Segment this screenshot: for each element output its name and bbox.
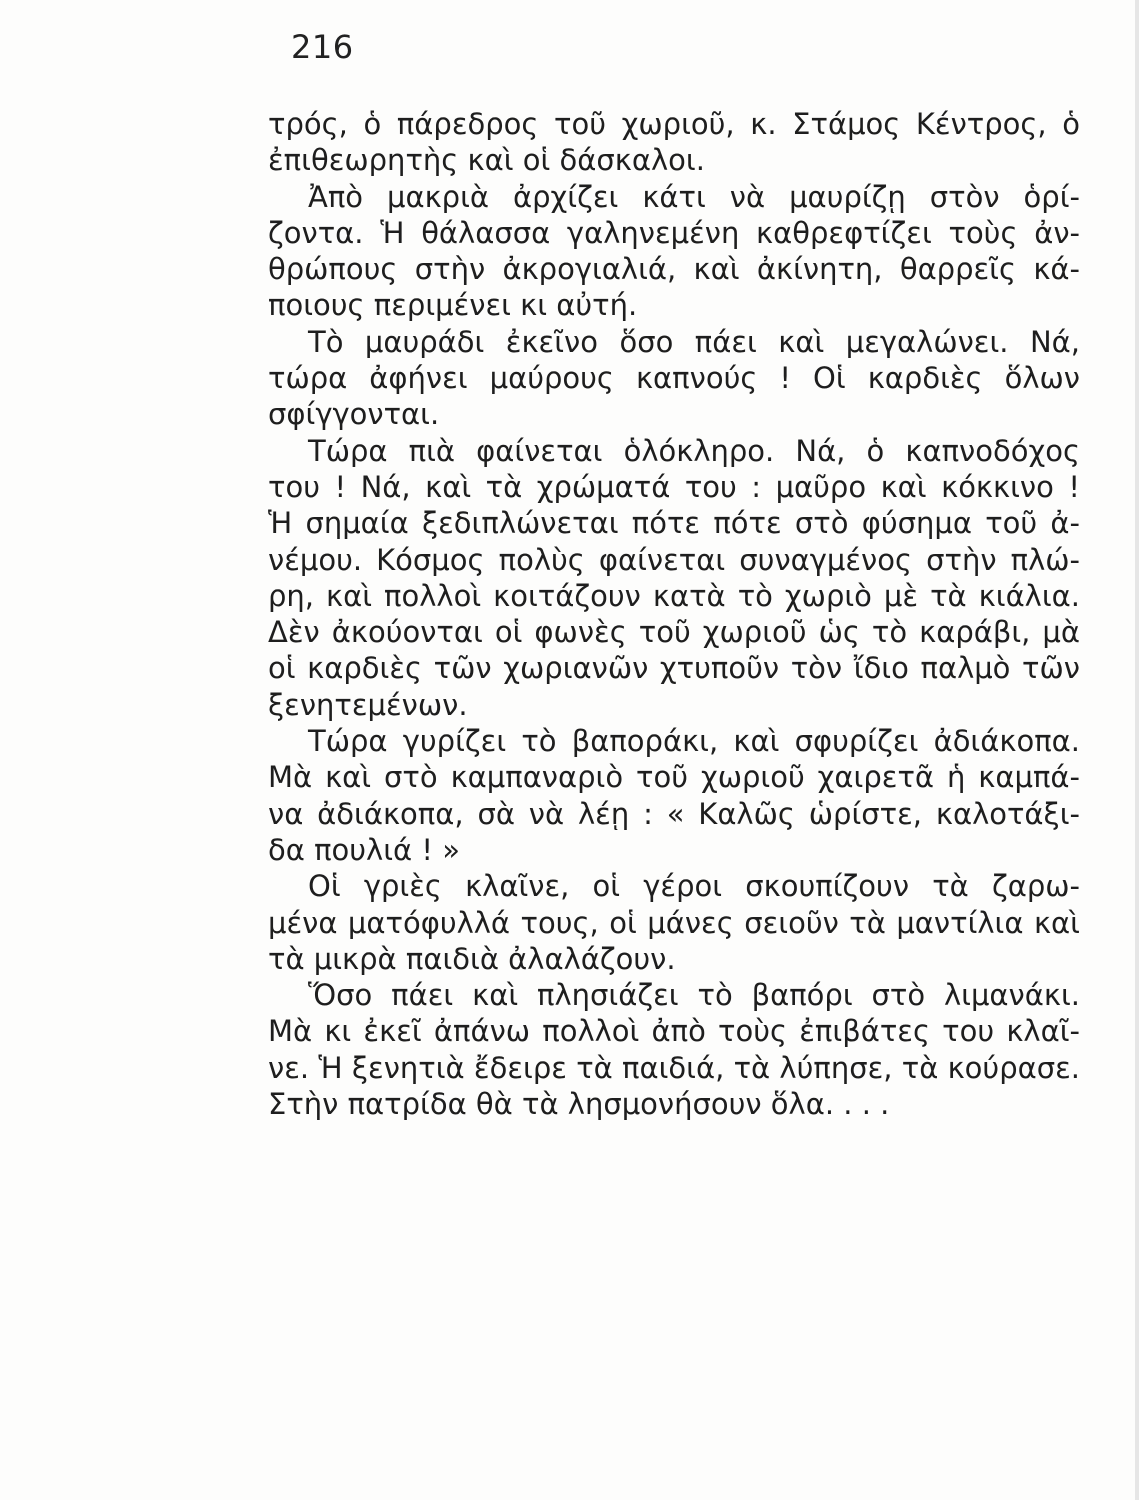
text-line: μένα ματόφυλλά τους, οἱ μάνες σειοῦν τὰ μαντίλια καὶ bbox=[268, 905, 1080, 940]
text-line: ρη, καὶ πολλοὶ κοιτάζουν κατὰ τὸ χωριὸ μὲ τὰ κιάλια. bbox=[268, 578, 1080, 613]
text-line: τρός, ὁ πάρεδρος τοῦ χωριοῦ, κ. Στάμος Κέντρος, ὁ bbox=[268, 107, 1080, 141]
text-line: νε. Ἡ ξενητιὰ ἔδειρε τὰ παιδιά, τὰ λύπησε, τὰ κούρασε. bbox=[268, 1050, 1080, 1085]
text-line: ἐπιθεωρητὴς καὶ οἱ δάσκαλοι. bbox=[268, 143, 705, 178]
text-line: να ἀδιάκοπα, σὰ νὰ λέῃ : « Καλῶς ὡρίστε, καλοτάξι- bbox=[268, 796, 1080, 831]
text-line: Μὰ κι ἐκεῖ ἀπάνω πολλοὶ ἀπὸ τοὺς ἐπιβάτες του κλαῖ- bbox=[268, 1014, 1080, 1049]
text-line: του ! Νά, καὶ τὰ χρώματά του : μαῦρο καὶ κόκκινο ! bbox=[268, 469, 1080, 504]
text-line: Ὅσο πάει καὶ πλησιάζει τὸ βαπόρι στὸ λιμανάκι. bbox=[308, 978, 1080, 1013]
text-line: τώρα ἀφήνει μαύρους καπνούς ! Οἱ καρδιὲς ὅλων bbox=[268, 361, 1080, 396]
text-line: Τὸ μαυράδι ἐκεῖνο ὅσο πάει καὶ μεγαλώνει. Νά, bbox=[308, 324, 1080, 359]
text-line: ποιους περιμένει κι αὐτή. bbox=[268, 288, 638, 323]
page-edge bbox=[1135, 0, 1139, 1500]
body-text bbox=[268, 106, 1080, 1122]
text-line: Τώρα πιὰ φαίνεται ὁλόκληρο. Νά, ὁ καπνοδόχος bbox=[308, 433, 1080, 468]
text-line: ζοντα. Ἡ θάλασσα γαληνεμένη καθρεφτίζει τοὺς ἀν- bbox=[268, 215, 1080, 250]
text-line: Δὲν ἀκούονται οἱ φωνὲς τοῦ χωριοῦ ὡς τὸ καράβι, μὰ bbox=[268, 615, 1080, 650]
text-line: θρώπους στὴν ἀκρογιαλιά, καὶ ἀκίνητη, θαρρεῖς κά- bbox=[268, 252, 1080, 287]
page-number: 216 bbox=[291, 28, 354, 66]
text-line: οἱ καρδιὲς τῶν χωριανῶν χτυποῦν τὸν ἴδιο παλμὸ τῶν bbox=[268, 651, 1080, 686]
text-line: νέμου. Κόσμος πολὺς φαίνεται συναγμένος στὴν πλώ- bbox=[268, 542, 1080, 577]
text-line: Οἱ γριὲς κλαῖνε, οἱ γέροι σκουπίζουν τὰ ζαρω- bbox=[308, 869, 1080, 904]
text-line: Μὰ καὶ στὸ καμπαναριὸ τοῦ χωριοῦ χαιρετᾶ ἡ καμπά- bbox=[268, 760, 1080, 795]
text-line: σφίγγονται. bbox=[268, 397, 440, 432]
text-line: Στὴν πατρίδα θὰ τὰ λησμονήσουν ὅλα. . . . bbox=[268, 1087, 890, 1122]
text-line: Ἡ σημαία ξεδιπλώνεται πότε πότε στὸ φύσημα τοῦ ἀ- bbox=[268, 506, 1080, 541]
text-line: ξενητεμένων. bbox=[268, 687, 468, 722]
text-line: δα πουλιά ! » bbox=[268, 832, 460, 867]
text-line: Ἀπὸ μακριὰ ἀρχίζει κάτι νὰ μαυρίζῃ στὸν ὁρί- bbox=[308, 179, 1080, 214]
text-line: τὰ μικρὰ παιδιὰ ἀλαλάζουν. bbox=[268, 941, 676, 976]
text-line: Τώρα γυρίζει τὸ βαποράκι, καὶ σφυρίζει ἀδιάκοπα. bbox=[308, 724, 1080, 759]
